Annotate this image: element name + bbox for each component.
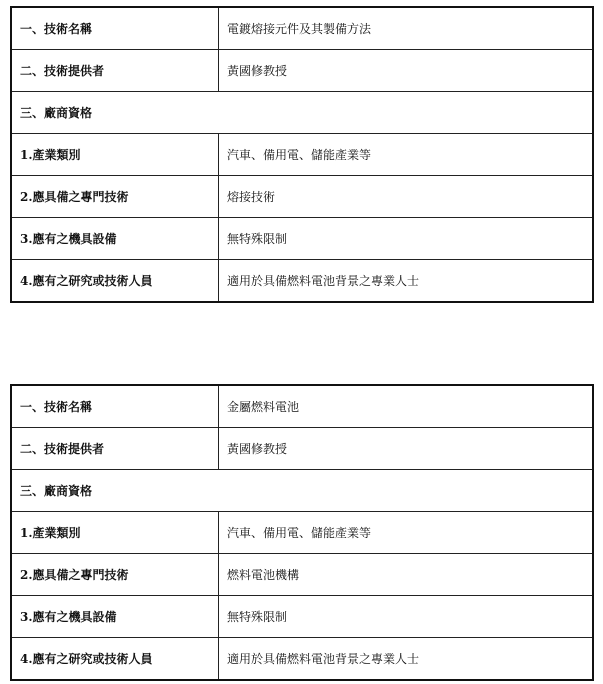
row-value-provider: 黃國修教授 bbox=[219, 50, 594, 92]
table-row bbox=[11, 176, 593, 218]
row-label-industry: 1.產業類別 bbox=[11, 512, 219, 554]
row-value-expertise: 燃料電池機構 bbox=[219, 554, 594, 596]
row-label-industry: 1.產業類別 bbox=[11, 134, 219, 176]
table-row bbox=[11, 92, 593, 134]
row-label-expertise: 2.應具備之專門技術 bbox=[11, 554, 219, 596]
row-value-provider: 黃國修教授 bbox=[219, 428, 594, 470]
row-value-equipment: 無特殊限制 bbox=[219, 218, 594, 260]
table-row bbox=[11, 134, 593, 176]
table-row bbox=[11, 470, 593, 512]
section-heading-qualifications: 三、廠商資格 bbox=[11, 470, 593, 512]
table-row bbox=[11, 638, 593, 681]
row-label-equipment: 3.應有之機具設備 bbox=[11, 596, 219, 638]
row-value-industry: 汽車、備用電、儲能產業等 bbox=[219, 512, 594, 554]
row-label-provider: 二、技術提供者 bbox=[11, 428, 219, 470]
table-row bbox=[11, 428, 593, 470]
table-row bbox=[11, 218, 593, 260]
row-value-expertise: 熔接技術 bbox=[219, 176, 594, 218]
row-label-expertise: 2.應具備之專門技術 bbox=[11, 176, 219, 218]
row-value-equipment: 無特殊限制 bbox=[219, 596, 594, 638]
row-value-personnel: 適用於具備燃料電池背景之專業人士 bbox=[219, 260, 594, 303]
table-row bbox=[11, 260, 593, 303]
table-row bbox=[11, 385, 593, 428]
row-label-personnel: 4.應有之研究或技術人員 bbox=[11, 260, 219, 303]
row-value-tech-name: 電鍍熔接元件及其製備方法 bbox=[219, 7, 594, 50]
table-row bbox=[11, 596, 593, 638]
tech-spec-table-1 bbox=[10, 6, 594, 303]
row-label-equipment: 3.應有之機具設備 bbox=[11, 218, 219, 260]
row-label-personnel: 4.應有之研究或技術人員 bbox=[11, 638, 219, 681]
tech-spec-table-2 bbox=[10, 384, 594, 681]
table-row bbox=[11, 50, 593, 92]
row-value-personnel: 適用於具備燃料電池背景之專業人士 bbox=[219, 638, 594, 681]
row-label-tech-name: 一、技術名稱 bbox=[11, 385, 219, 428]
row-value-tech-name: 金屬燃料電池 bbox=[219, 385, 594, 428]
table-row bbox=[11, 512, 593, 554]
row-label-provider: 二、技術提供者 bbox=[11, 50, 219, 92]
row-value-industry: 汽車、備用電、儲能產業等 bbox=[219, 134, 594, 176]
section-heading-qualifications: 三、廠商資格 bbox=[11, 92, 593, 134]
row-label-tech-name: 一、技術名稱 bbox=[11, 7, 219, 50]
table-row bbox=[11, 7, 593, 50]
table-row bbox=[11, 554, 593, 596]
